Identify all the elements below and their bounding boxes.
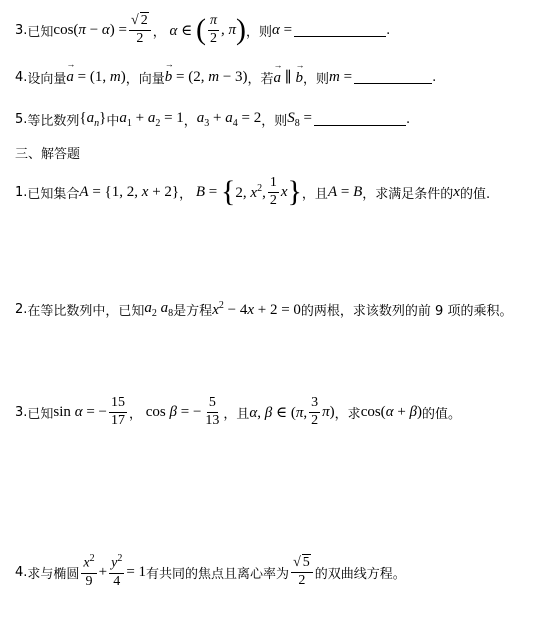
fill-question-5 (15, 106, 410, 132)
solve-question-4 (15, 548, 406, 596)
math-expression: + (98, 563, 108, 580)
question-text: 设向量 (27, 71, 67, 87)
solve-question-2 (15, 296, 512, 322)
question-text: 已知 (27, 406, 54, 422)
math-expression: = 1 (126, 563, 147, 580)
math-fraction: $\frac{√ 5}{2}$ (291, 556, 313, 588)
math-paren: ( (195, 13, 206, 46)
math-expression: B = (195, 183, 222, 200)
math-expression: → b = (2, m − 3) (165, 69, 248, 86)
fill-question-3 (15, 10, 390, 50)
question-number: 4. (15, 69, 28, 85)
math-expression: $S_8$ = (287, 109, 312, 129)
question-text: ，则 (261, 113, 288, 129)
math-paren: ) (235, 13, 246, 46)
question-text: 中 (106, 113, 120, 129)
question-text: ， (183, 113, 197, 129)
answer-blank[interactable] (314, 113, 406, 126)
math-expression: cos(α + β) (360, 403, 423, 420)
math-expression: A = {1, 2, x + 2} (79, 183, 180, 200)
math-expression: α ∈ (169, 22, 196, 39)
answer-blank[interactable] (294, 24, 386, 37)
question-text: ，向量 (125, 71, 165, 87)
math-brace: } (287, 175, 302, 208)
math-expression: x (453, 183, 460, 200)
solve-question-3 (15, 390, 461, 434)
question-text: 的两根，求该数列的前 9 项的乘积。 (300, 303, 513, 319)
math-fraction: $\frac{1}{2}$ (269, 174, 277, 208)
question-text: . (386, 22, 391, 38)
question-text: 已知集合 (27, 186, 80, 202)
math-expression: → a ∥ → b (274, 68, 303, 87)
question-text: 求与椭圆 (27, 566, 80, 582)
question-text: ， (152, 24, 166, 40)
question-number: 2. (15, 301, 28, 317)
question-text: 的值. (459, 186, 491, 202)
question-number: 1. (15, 184, 28, 200)
question-number: 3. (15, 404, 28, 420)
question-number: 3. (15, 22, 28, 38)
math-expression: cos(π − α) = (53, 21, 127, 38)
answer-blank[interactable] (354, 71, 432, 84)
math-expression: $a_2$ $a_8$ (144, 299, 174, 319)
question-text: . (432, 69, 437, 85)
math-fraction: $\frac{15}{17}$ (110, 394, 125, 428)
question-number: 4. (15, 564, 28, 580)
math-expression: m = (329, 68, 353, 85)
question-text: ，则 (302, 71, 329, 87)
question-text: ，若 (247, 71, 274, 87)
question-text: 的双曲线方程。 (314, 566, 406, 582)
math-expression: → a = (1, m) (66, 69, 125, 86)
solve-question-1 (15, 170, 490, 214)
section-heading: 三、解答题 (15, 146, 81, 162)
question-text: ，且 (223, 406, 250, 422)
math-expression: π) (322, 403, 335, 420)
math-fraction: $\frac{5}{13}$ (205, 394, 220, 428)
question-text: . (405, 111, 411, 127)
math-expression: sin α = − (53, 403, 107, 420)
question-text: 有共同的焦点且离心率为 (146, 566, 290, 582)
question-text: 等比数列 (27, 113, 80, 129)
math-expression: α = (271, 21, 293, 38)
math-expression: A = B (327, 183, 363, 200)
math-expression: $x^2 - 4x + 2 = 0$ (212, 299, 301, 318)
math-expression: 2, $x^2$, (235, 182, 266, 201)
math-expression: $a_1 + a_2 = 1$ (119, 109, 184, 129)
question-text: ，求满足条件的 (362, 186, 454, 202)
math-expression: $\{a_n\}$ (79, 109, 107, 129)
math-brace: { (221, 175, 236, 208)
fill-question-4 (15, 64, 436, 90)
question-number: 5. (15, 111, 28, 127)
question-text: ，求 (334, 406, 361, 422)
question-text: ， (179, 186, 193, 202)
math-expression: $a_3 + a_4 = 2$ (196, 109, 262, 129)
math-fraction: $\frac{\pi}{2}$ (209, 12, 217, 46)
math-expression: α, β ∈ (π, (249, 404, 308, 421)
question-text: 的值。 (422, 406, 462, 422)
question-text: 已知 (27, 24, 54, 40)
math-fraction: $\frac{√ 2}{2}$ (129, 14, 151, 46)
math-fraction: $\frac{y^2}{4}$ (111, 553, 123, 589)
math-fraction: $\frac{3}{2}$ (311, 394, 319, 428)
question-text: 在等比数列中，已知 (27, 303, 145, 319)
question-text: ， (128, 406, 142, 422)
question-text: 是方程 (173, 303, 213, 319)
math-expression: x (280, 183, 288, 200)
math-expression: , π (220, 21, 236, 38)
math-fraction: $\frac{x^2}{9}$ (83, 553, 95, 589)
question-text: ，且 (301, 186, 328, 202)
math-expression: cos β = − (142, 403, 202, 420)
question-text: ，则 (245, 24, 272, 40)
